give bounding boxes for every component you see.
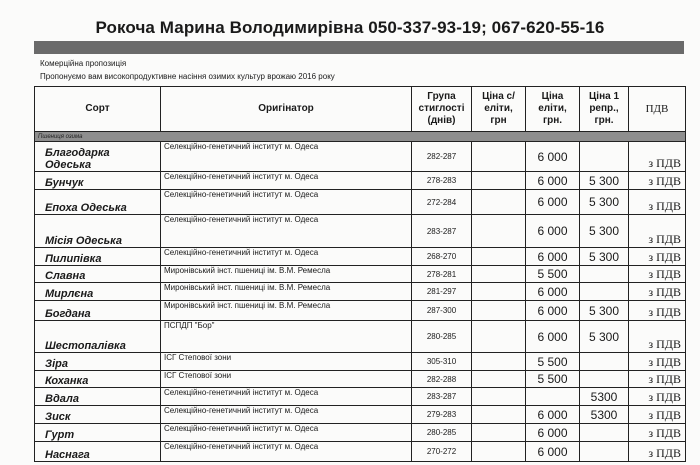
cell-sort: Зиск [35, 406, 161, 424]
cell-group: 280-285 [412, 321, 472, 353]
cell-price-repr [580, 283, 629, 301]
cell-price-elita: 6 000 [526, 424, 580, 442]
intro-line-2: Пропонуємо вам високопродуктивне насіння озимих культур врожаю 2016 року [40, 72, 335, 81]
table-row [35, 424, 686, 442]
cell-price-elita: 6 000 [526, 215, 580, 248]
cell-originator: Миронівський інст. пшениці ім. В.М. Ремесла [161, 283, 412, 301]
header-divider-bar [34, 41, 684, 54]
cell-group: 278-283 [412, 172, 472, 190]
cell-price-elite [472, 388, 526, 406]
cell-price-elite [472, 406, 526, 424]
cell-price-elita: 6 000 [526, 248, 580, 266]
cell-group: 279-283 [412, 406, 472, 424]
cell-price-elita [526, 388, 580, 406]
cell-pdv: з ПДВ [629, 301, 686, 321]
cell-group: 282-288 [412, 371, 472, 388]
cell-originator: ІСГ Степової зони [161, 353, 412, 371]
cell-sort: Епоха Одеська [35, 190, 161, 215]
cell-price-elita: 6 000 [526, 406, 580, 424]
cell-originator: ІСГ Степової зони [161, 371, 412, 388]
header-pdv: ПДВ [629, 87, 686, 132]
cell-group: 268-270 [412, 248, 472, 266]
table-row [35, 371, 686, 388]
cell-price-repr: 5 300 [580, 215, 629, 248]
cell-price-elite [472, 266, 526, 283]
table-row [35, 442, 686, 462]
cell-group: 278-281 [412, 266, 472, 283]
cell-sort: Славна [35, 266, 161, 283]
cell-sort: Місія Одеська [35, 215, 161, 248]
cell-price-elite [472, 424, 526, 442]
cell-pdv: з ПДВ [629, 248, 686, 266]
cell-group: 287-300 [412, 301, 472, 321]
cell-group: 270-272 [412, 442, 472, 462]
table-row [35, 172, 686, 190]
cell-group: 281-297 [412, 283, 472, 301]
table-row [35, 142, 686, 172]
cell-price-repr [580, 353, 629, 371]
table-row [35, 248, 686, 266]
cell-sort: Зіра [35, 353, 161, 371]
table-header-row [35, 87, 686, 132]
cell-group: 283-287 [412, 388, 472, 406]
cell-price-repr [580, 142, 629, 172]
cell-originator: Селекційно-генетичний інститут м. Одеса [161, 442, 412, 462]
cell-price-elita: 5 500 [526, 371, 580, 388]
cell-originator: Селекційно-генетичний інститут м. Одеса [161, 248, 412, 266]
cell-price-elita: 6 000 [526, 321, 580, 353]
section-label: Пшениця озима [35, 132, 686, 142]
cell-sort: Шестопалівка [35, 321, 161, 353]
cell-sort: Пилипівка [35, 248, 161, 266]
cell-pdv: з ПДВ [629, 371, 686, 388]
cell-originator: Селекційно-генетичний інститут м. Одеса [161, 190, 412, 215]
cell-originator: Миронівський інст. пшениці ім. В.М. Ремесла [161, 266, 412, 283]
cell-price-repr: 5300 [580, 388, 629, 406]
table-row [35, 301, 686, 321]
cell-price-repr [580, 442, 629, 462]
header-sort: Сорт [35, 87, 161, 132]
cell-pdv: з ПДВ [629, 142, 686, 172]
table-row [35, 215, 686, 248]
cell-price-elite [472, 353, 526, 371]
cell-originator: Селекційно-генетичний інститут м. Одеса [161, 406, 412, 424]
cell-price-elita: 6 000 [526, 442, 580, 462]
cell-price-repr: 5 300 [580, 301, 629, 321]
cell-pdv: з ПДВ [629, 321, 686, 353]
cell-sort: Бунчук [35, 172, 161, 190]
table-row [35, 266, 686, 283]
header-originator: Оригінатор [161, 87, 412, 132]
cell-pdv: з ПДВ [629, 190, 686, 215]
cell-originator: Селекційно-генетичний інститут м. Одеса [161, 424, 412, 442]
cell-sort: Наснага [35, 442, 161, 462]
cell-group: 282-287 [412, 142, 472, 172]
cell-price-repr: 5 300 [580, 321, 629, 353]
table-row [35, 353, 686, 371]
cell-sort: Коханка [35, 371, 161, 388]
cell-price-repr [580, 424, 629, 442]
cell-sort: Благодарка Одеська [35, 142, 161, 172]
cell-price-elite [472, 321, 526, 353]
cell-originator: Селекційно-генетичний інститут м. Одеса [161, 142, 412, 172]
table-row [35, 283, 686, 301]
cell-price-repr: 5 300 [580, 248, 629, 266]
cell-price-elite [472, 283, 526, 301]
cell-price-elita: 6 000 [526, 283, 580, 301]
price-table [34, 86, 686, 462]
cell-pdv: з ПДВ [629, 424, 686, 442]
cell-pdv: з ПДВ [629, 215, 686, 248]
cell-originator: Селекційно-генетичний інститут м. Одеса [161, 388, 412, 406]
cell-price-elita: 5 500 [526, 353, 580, 371]
cell-price-elite [472, 248, 526, 266]
cell-price-elita: 6 000 [526, 172, 580, 190]
cell-sort: Богдана [35, 301, 161, 321]
cell-originator: Миронівський інст. пшениці ім. В.М. Ремесла [161, 301, 412, 321]
cell-group: 280-285 [412, 424, 472, 442]
cell-price-repr: 5300 [580, 406, 629, 424]
cell-group: 305-310 [412, 353, 472, 371]
cell-pdv: з ПДВ [629, 406, 686, 424]
table-row [35, 190, 686, 215]
cell-price-elite [472, 142, 526, 172]
cell-price-elite [472, 215, 526, 248]
table-row [35, 406, 686, 424]
cell-price-elita: 6 000 [526, 301, 580, 321]
header-price-elita: Ціна еліти, грн. [526, 87, 580, 132]
cell-group: 283-287 [412, 215, 472, 248]
cell-price-elita: 6 000 [526, 190, 580, 215]
cell-originator: ПСПДП "Бор" [161, 321, 412, 353]
header-price-elite: Ціна с/еліти, грн [472, 87, 526, 132]
cell-price-repr [580, 266, 629, 283]
cell-pdv: з ПДВ [629, 388, 686, 406]
cell-pdv: з ПДВ [629, 266, 686, 283]
cell-originator: Селекційно-генетичний інститут м. Одеса [161, 215, 412, 248]
cell-group: 272-284 [412, 190, 472, 215]
cell-price-elite [472, 301, 526, 321]
section-row [35, 132, 686, 142]
cell-sort: Вдала [35, 388, 161, 406]
cell-originator: Селекційно-генетичний інститут м. Одеса [161, 172, 412, 190]
cell-pdv: з ПДВ [629, 172, 686, 190]
table-row [35, 388, 686, 406]
cell-price-elite [472, 371, 526, 388]
cell-price-repr: 5 300 [580, 172, 629, 190]
cell-pdv: з ПДВ [629, 353, 686, 371]
table-row [35, 321, 686, 353]
intro-line-1: Комерційна пропозиція [40, 59, 127, 68]
cell-price-elite [472, 190, 526, 215]
cell-pdv: з ПДВ [629, 283, 686, 301]
cell-sort: Мирлєна [35, 283, 161, 301]
page-title: Рокоча Марина Володимирівна 050-337-93-19; 067-620-55-16 [95, 18, 605, 37]
cell-price-repr: 5 300 [580, 190, 629, 215]
cell-pdv: з ПДВ [629, 442, 686, 462]
header-price-repr: Ціна 1 репр., грн. [580, 87, 629, 132]
cell-sort: Гурт [35, 424, 161, 442]
cell-price-elite [472, 442, 526, 462]
cell-price-elita: 6 000 [526, 142, 580, 172]
cell-price-repr [580, 371, 629, 388]
cell-price-elite [472, 172, 526, 190]
header-group: Група стиглості (днів) [412, 87, 472, 132]
cell-price-elita: 5 500 [526, 266, 580, 283]
